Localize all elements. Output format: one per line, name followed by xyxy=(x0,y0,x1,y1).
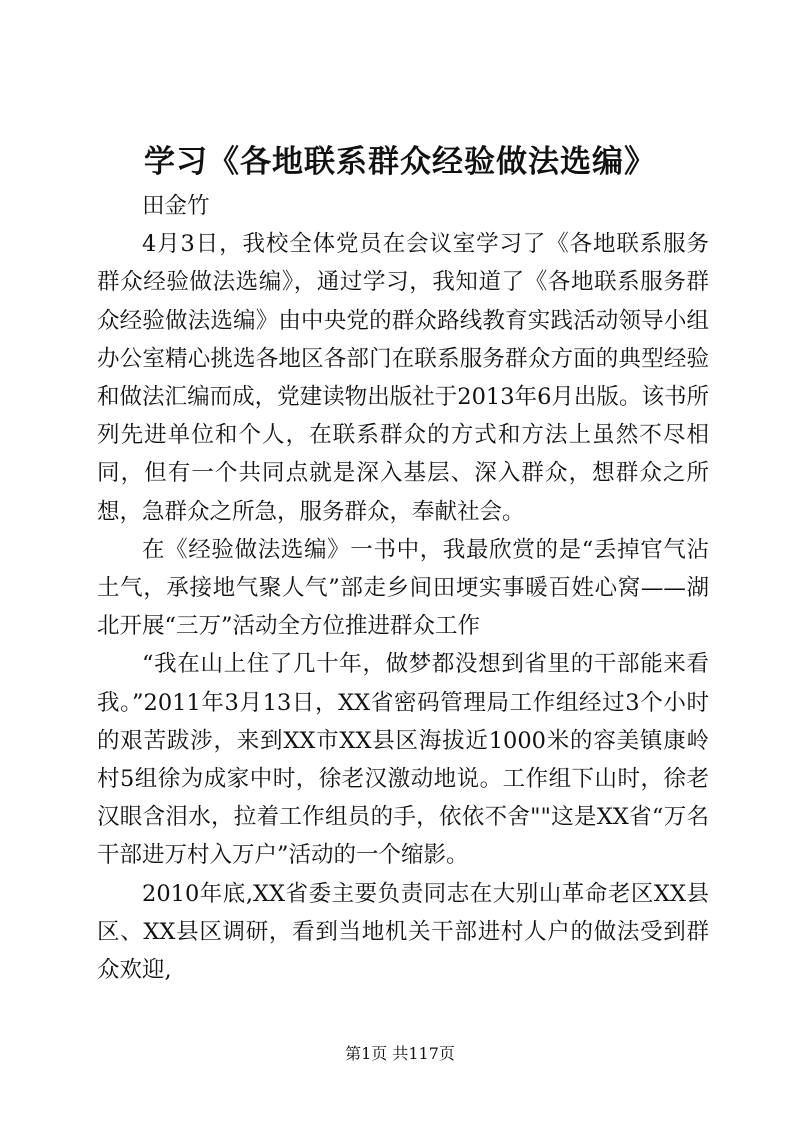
paragraph-4: 2010年底,XX省委主要负责同志在大别山革命老区XX县区、XX县区调研，看到当地机关干部进村人户的做法受到群众欢迎, xyxy=(97,880,709,984)
paragraph-1: 4月3日，我校全体党员在会议室学习了《各地联系服务群众经验做法选编》，通过学习，我知道了《各地联系服务群众经验做法选编》由中央党的群众路线教育实践活动领导小组办公室精心挑选各地区各部门在联系服务群众方面的典型经验和做法汇编而成，党建读物出版社于2013年6月出版。该书所列先进单位和个人，在联系群众的方式和方法上虽然不尽相同，但有一个共同点就是深入基层、深入群众，想群众之所想，急群众之所急，服务群众，奉献社会。 xyxy=(97,231,709,525)
document-body xyxy=(97,187,709,989)
page-footer: 第1页 共117页 xyxy=(345,1044,455,1063)
document-title: 学习《各地联系群众经验做法选编》 xyxy=(144,144,656,180)
author-name: 田金竹 xyxy=(142,193,210,219)
paragraph-2: 在《经验做法选编》一书中，我最欣赏的是“丢掉官气沾土气，承接地气聚人气”部走乡间田埂实事暖百姓心窝——湖北开展“三万”活动全方位推进群众工作 xyxy=(97,536,709,640)
paragraph-3: “我在山上住了几十年，做梦都没想到省里的干部能来看我。”2011年3月13日，XX省密码管理局工作组经过3个小时的艰苦跋涉，来到XX市XX县区海拔近1000米的容美镇康岭村5组徐为成家中时，徐老汉激动地说。工作组下山时，徐老汉眼含泪水，拉着工作组员的手，依依不舍""这是XX省“万名干部进万村入万户”活动的一个缩影。 xyxy=(97,651,709,869)
